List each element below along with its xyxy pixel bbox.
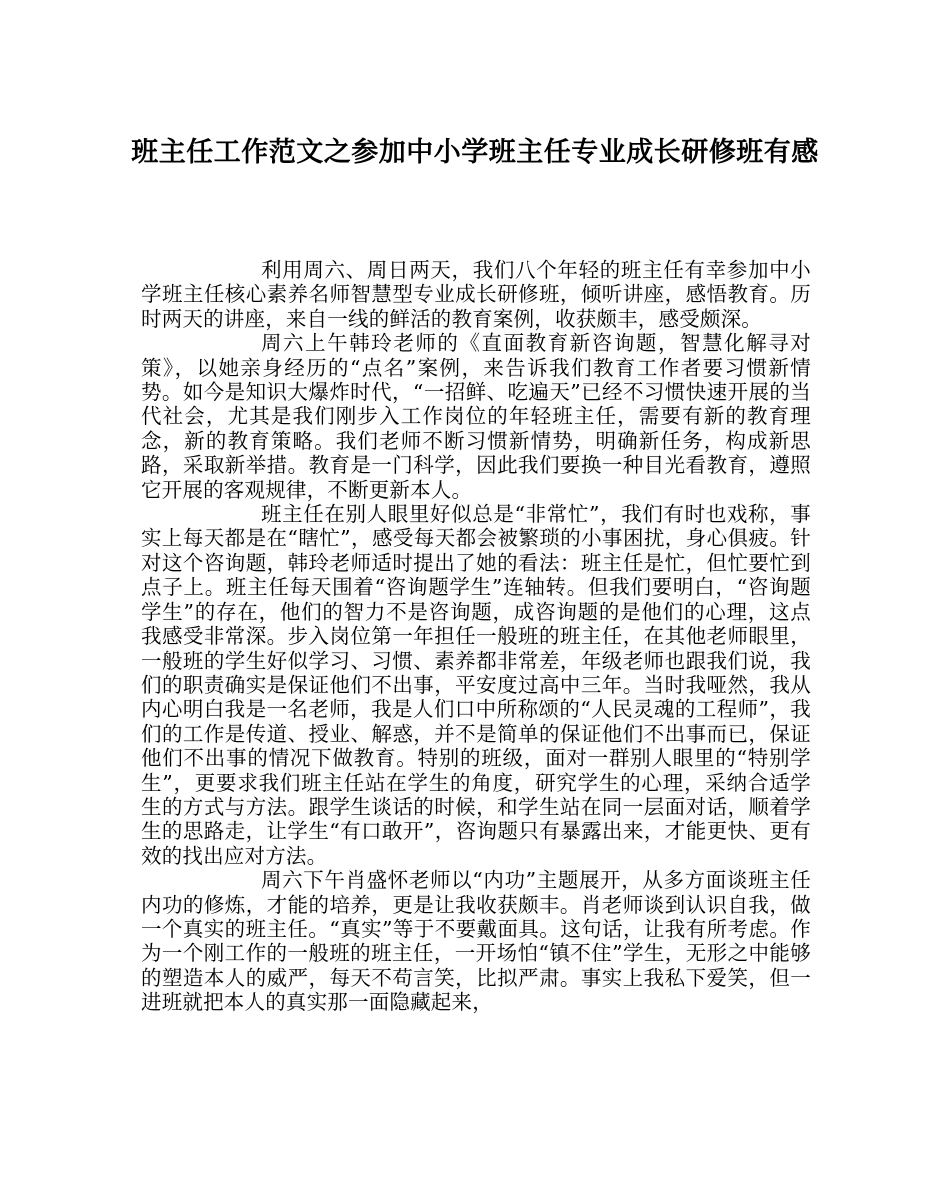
paragraph: 周六上午韩玲老师的《直面教育新咨询题，智慧化解寻对策》，以她亲身经历的“点名”案例，来告诉我们教育工作者要习惯新情势。如今是知识大爆炸时代，“一招鲜、吃遍天”已经不习惯快速开展的当代社会，尤其是我们刚步入工作岗位的年轻班主任，需要有新的教育理念，新的教育策略。我们老师不断习惯新情势，明确新任务，构成新思路，采取新举措。教育是一门科学，因此我们要换一种目光看教育，遵照它开展的客观规律，不断更新本人。 [141,331,811,502]
paragraph: 周六下午肖盛怀老师以“内功”主题展开，从多方面谈班主任内功的修炼，才能的培养，更是让我收获颇丰。肖老师谈到认识自我，做一个真实的班主任。“真实”等于不要戴面具。这句话，让我有所考虑。作为一个刚工作的一般班的班主任，一开场怕“镇不住”学生，无形之中能够的塑造本人的威严，每天不苟言笑，比拟严肃。事实上我私下爱笑，但一进班就把本人的真实那一面隐藏起来， [141,868,811,1015]
document-title: 班主任工作范文之参加中小学班主任专业成长研修班有感 [131,137,819,168]
paragraph: 班主任在别人眼里好似总是“非常忙”，我们有时也戏称，事实上每天都是在“瞎忙”，感受每天都会被繁琐的小事困扰，身心俱疲。针对这个咨询题，韩玲老师适时提出了她的看法：班主任是忙，但忙要忙到点子上。班主任每天围着“咨询题学生”连轴转。但我们要明白，“咨询题学生”的存在，他们的智力不是咨询题，成咨询题的是他们的心理，这点我感受非常深。步入岗位第一年担任一般班的班主任，在其他老师眼里，一般班的学生好似学习、习惯、素养都非常差，年级老师也跟我们说，我们的职责确实是保证他们不出事，平安度过高中三年。当时我哑然，我从内心明白我是一名老师，我是人们口中所称颂的“人民灵魂的工程师”，我们的工作是传道、授业、解惑，并不是简单的保证他们不出事而已，保证他们不出事的情况下做教育。特别的班级，面对一群别人眼里的“特别学生”，更要求我们班主任站在学生的角度，研究学生的心理，采纳合适学生的方式与方法。跟学生谈话的时候，和学生站在同一层面对话，顺着学生的思路走，让学生“有口敢开”，咨询题只有暴露出来，才能更快、更有效的找出应对方法。 [141,502,811,868]
document-body [141,258,811,1015]
paragraph: 利用周六、周日两天，我们八个年轻的班主任有幸参加中小学班主任核心素养名师智慧型专业成长研修班，倾听讲座，感悟教育。历时两天的讲座，来自一线的鲜活的教育案例，收获颇丰，感受颇深。 [141,258,811,331]
